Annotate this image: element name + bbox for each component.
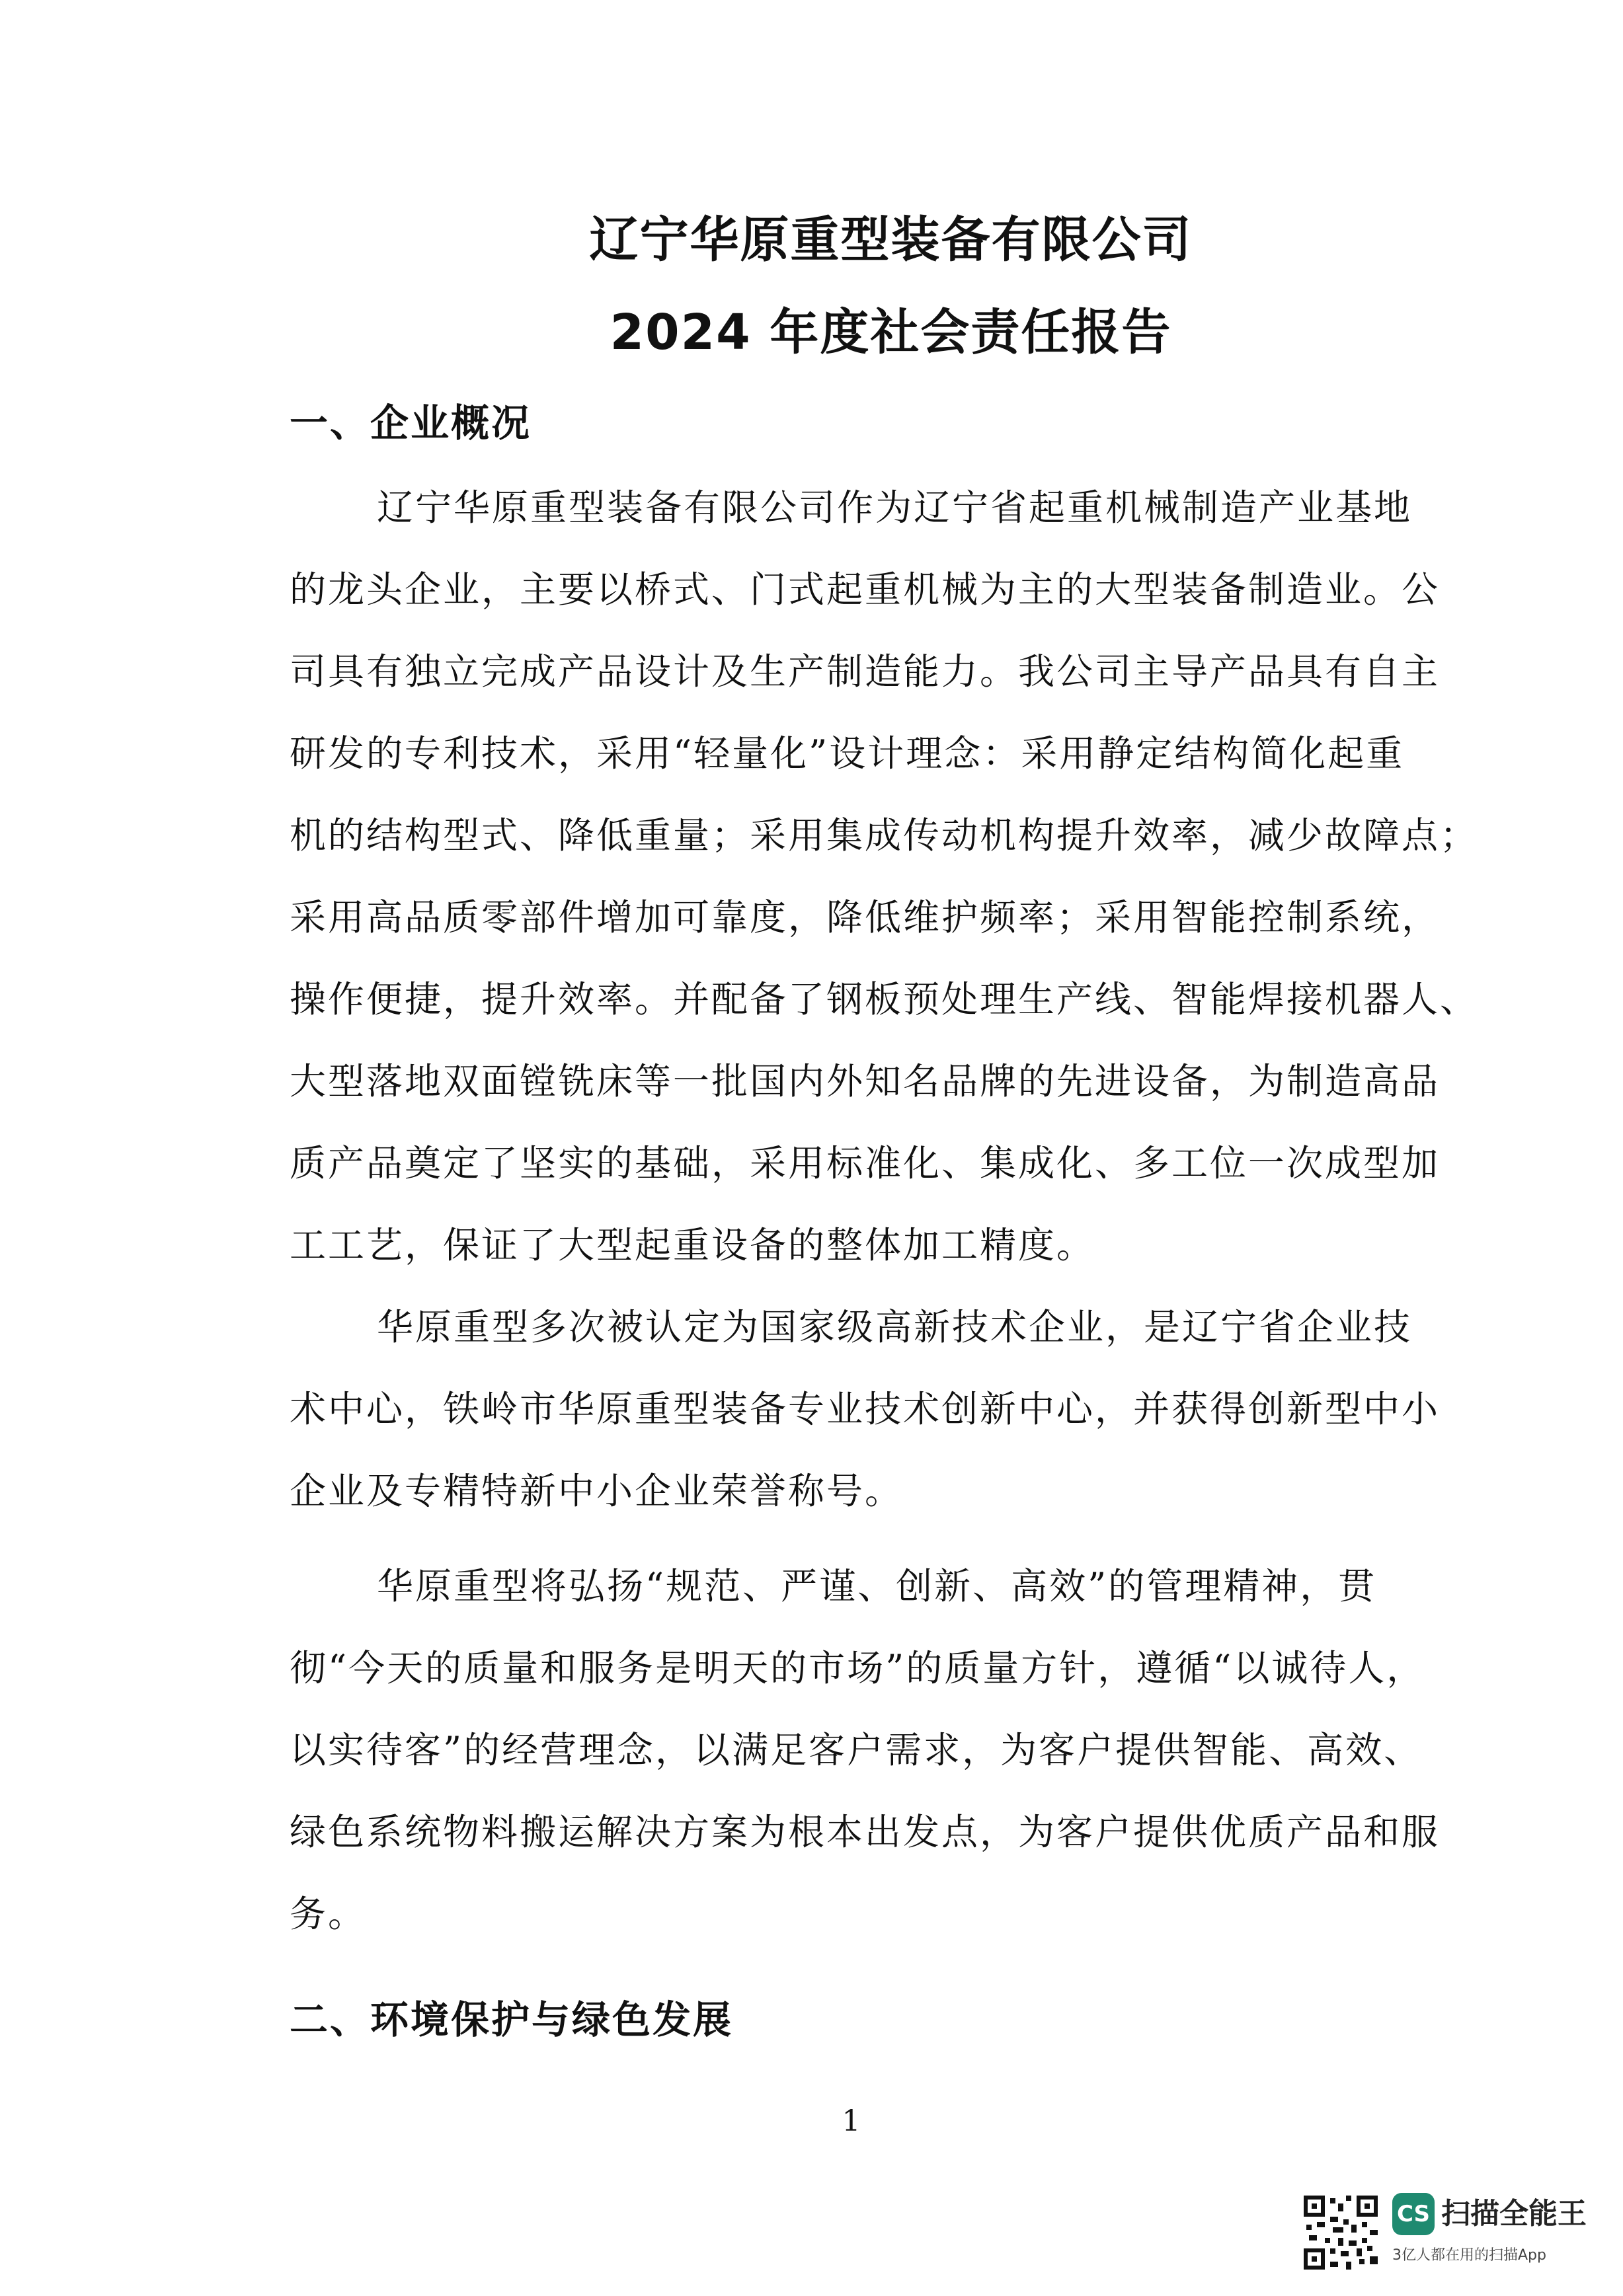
paragraph-line: 质产品奠定了坚实的基础，采用标准化、集成化、多工位一次成型加 xyxy=(290,1142,1441,1184)
paragraph-line: 企业及专精特新中小企业荣誉称号。 xyxy=(290,1470,904,1512)
paragraph-line: 采用高品质零部件增加可靠度，降低维护频率；采用智能控制系统， xyxy=(290,896,1441,938)
scanner-app-name: 扫描全能王 xyxy=(1441,2197,1587,2231)
section-heading-environment: 二、环境保护与绿色发展 xyxy=(290,1997,734,2042)
document-subtitle: 2024 年度社会责任报告 xyxy=(610,304,1172,361)
section-heading-overview: 一、企业概况 xyxy=(290,401,532,445)
scanner-app-tagline: 3亿人都在用的扫描App xyxy=(1392,2247,1546,2264)
paragraph-line: 术中心，铁岭市华原重型装备专业技术创新中心，并获得创新型中小 xyxy=(290,1388,1441,1430)
paragraph-line: 辽宁华原重型装备有限公司作为辽宁省起重机械制造产业基地 xyxy=(377,486,1413,529)
paragraph-line: 华原重型将弘扬“规范、严谨、创新、高效”的管理精神，贯 xyxy=(377,1565,1377,1607)
paragraph-line: 以实待客”的经营理念，以满足客户需求，为客户提供智能、高效、 xyxy=(290,1729,1423,1771)
paragraph-line: 彻“今天的质量和服务是明天的市场”的质量方针，遵循“以诚待人， xyxy=(290,1647,1425,1689)
page-number: 1 xyxy=(842,2104,861,2138)
paragraph-line: 工工艺，保证了大型起重设备的整体加工精度。 xyxy=(290,1224,1095,1266)
paragraph-line: 华原重型多次被认定为国家级高新技术企业，是辽宁省企业技 xyxy=(377,1306,1413,1348)
camscanner-logo: CS xyxy=(1392,2193,1435,2235)
paragraph-line: 研发的专利技术，采用“轻量化”设计理念：采用静定结构简化起重 xyxy=(290,732,1405,775)
paragraph-line: 的龙头企业，主要以桥式、门式起重机械为主的大型装备制造业。公 xyxy=(290,568,1441,611)
paragraph-line: 绿色系统物料搬运解决方案为根本出发点，为客户提供优质产品和服 xyxy=(290,1811,1441,1853)
document-title: 辽宁华原重型装备有限公司 xyxy=(589,211,1193,268)
paragraph-line: 务。 xyxy=(290,1893,367,1935)
paragraph-line: 操作便捷，提升效率。并配备了钢板预处理生产线、智能焊接机器人、 xyxy=(290,978,1479,1020)
paragraph-line: 司具有独立完成产品设计及生产制造能力。我公司主导产品具有自主 xyxy=(290,650,1441,693)
paragraph-line: 大型落地双面镗铣床等一批国内外知名品牌的先进设备，为制造高品 xyxy=(290,1060,1441,1102)
paragraph-line: 机的结构型式、降低重量；采用集成传动机构提升效率，减少故障点； xyxy=(290,814,1479,857)
qr-code-icon xyxy=(1301,2193,1380,2272)
